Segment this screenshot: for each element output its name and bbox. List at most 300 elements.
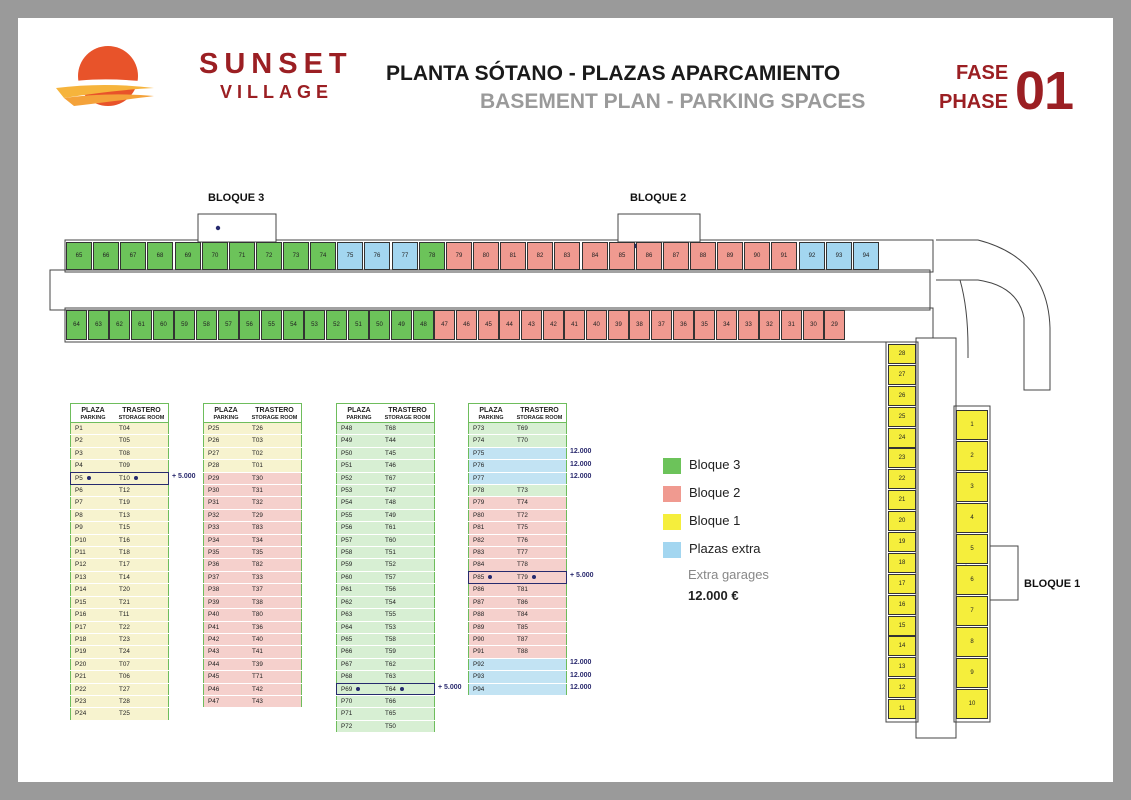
plaza-cell: P53 xyxy=(337,485,382,497)
table-row xyxy=(469,522,567,534)
parking-space-1: 1 xyxy=(956,410,988,440)
legend-swatch-yellow xyxy=(663,514,681,530)
trastero-cell: T27 xyxy=(115,683,169,695)
table-row xyxy=(337,435,435,447)
trastero-cell: T51 xyxy=(381,547,435,559)
trastero-cell: T06 xyxy=(115,671,169,683)
table-row xyxy=(469,423,567,435)
legend-extra-price: 12.000 € xyxy=(688,588,739,603)
trastero-cell xyxy=(513,447,567,459)
parking-space-85: 85 xyxy=(609,242,635,270)
table-row xyxy=(469,621,567,633)
plaza-cell: P60 xyxy=(337,571,382,583)
table-row xyxy=(71,435,169,447)
plaza-cell: P33 xyxy=(204,522,249,534)
trastero-cell: T25 xyxy=(115,708,169,720)
table-row xyxy=(71,621,169,633)
table-row xyxy=(469,658,567,670)
parking-space-86: 86 xyxy=(636,242,662,270)
table-row xyxy=(204,447,302,459)
trastero-cell: T24 xyxy=(115,646,169,658)
table-row xyxy=(204,423,302,435)
table-row xyxy=(204,695,302,707)
table-row xyxy=(337,497,435,509)
table-row xyxy=(337,671,435,683)
trastero-cell: T12 xyxy=(115,485,169,497)
table-row xyxy=(204,671,302,683)
parking-space-80: 80 xyxy=(473,242,499,270)
plaza-cell: P57 xyxy=(337,534,382,546)
plaza-cell: P48 xyxy=(337,423,382,435)
table-row xyxy=(337,423,435,435)
table-row xyxy=(337,571,435,583)
parking-space-48: 48 xyxy=(413,310,434,340)
trastero-cell: T08 xyxy=(115,447,169,459)
trastero-cell: T04 xyxy=(115,423,169,435)
table-row xyxy=(337,646,435,658)
parking-space-31: 31 xyxy=(781,310,802,340)
trastero-cell: T58 xyxy=(381,633,435,645)
table-row xyxy=(71,559,169,571)
trastero-cell: T37 xyxy=(248,584,302,596)
plaza-cell: P36 xyxy=(204,559,249,571)
table-row xyxy=(71,460,169,472)
trastero-cell: T53 xyxy=(381,621,435,633)
plaza-cell: P74 xyxy=(469,435,514,447)
parking-space-55: 55 xyxy=(261,310,282,340)
plaza-cell: P58 xyxy=(337,547,382,559)
header-parking: PARKING xyxy=(213,415,239,421)
trastero-cell: T14 xyxy=(115,571,169,583)
table-row xyxy=(337,708,435,720)
table-row xyxy=(204,472,302,484)
table-row xyxy=(337,609,435,621)
parking-space-54: 54 xyxy=(283,310,304,340)
parking-space-10: 10 xyxy=(956,689,988,719)
table-row xyxy=(71,633,169,645)
trastero-cell: T86 xyxy=(513,596,567,608)
column-header-plaza xyxy=(337,404,382,423)
plaza-cell: P1 xyxy=(71,423,116,435)
plaza-cell: P68 xyxy=(337,671,382,683)
trastero-cell: T49 xyxy=(381,509,435,521)
legend xyxy=(663,455,863,603)
header-plaza: PLAZA xyxy=(479,407,503,414)
table-row xyxy=(204,646,302,658)
plaza-cell: P40 xyxy=(204,609,249,621)
plaza-cell: P43 xyxy=(204,646,249,658)
table-row xyxy=(469,596,567,608)
table-row xyxy=(71,423,169,435)
table-row xyxy=(469,547,567,559)
trastero-cell: T31 xyxy=(248,485,302,497)
plaza-cell: P38 xyxy=(204,584,249,596)
trastero-cell: T09 xyxy=(115,460,169,472)
legend-swatch-blue xyxy=(663,542,681,558)
plaza-cell: P85 xyxy=(469,571,514,583)
parking-space-30: 30 xyxy=(803,310,824,340)
parking-space-51: 51 xyxy=(348,310,369,340)
trastero-cell: T52 xyxy=(381,559,435,571)
parking-space-65: 65 xyxy=(66,242,92,270)
parking-space-77: 77 xyxy=(392,242,418,270)
plaza-cell: P72 xyxy=(337,720,382,732)
table-row xyxy=(337,522,435,534)
trastero-cell: T23 xyxy=(115,633,169,645)
highlighted-row-box xyxy=(336,683,435,695)
parking-space-20: 20 xyxy=(888,511,916,531)
table-row xyxy=(71,584,169,596)
plaza-cell: P77 xyxy=(469,472,514,484)
header-plaza: PLAZA xyxy=(347,407,371,414)
table-row xyxy=(469,633,567,645)
price-note: 12.000 xyxy=(570,473,592,481)
table-row xyxy=(204,584,302,596)
trastero-cell: T43 xyxy=(248,695,302,707)
trastero-cell: T21 xyxy=(115,596,169,608)
parking-space-15: 15 xyxy=(888,616,916,636)
table-row xyxy=(204,534,302,546)
trastero-cell: T29 xyxy=(248,509,302,521)
parking-space-62: 62 xyxy=(109,310,130,340)
parking-space-88: 88 xyxy=(690,242,716,270)
phase-number: 01 xyxy=(1015,61,1074,121)
trastero-cell: T88 xyxy=(513,646,567,658)
parking-space-42: 42 xyxy=(543,310,564,340)
plaza-cell: P63 xyxy=(337,609,382,621)
table-row xyxy=(71,485,169,497)
header-storage: STORAGE ROOM xyxy=(118,415,165,421)
parking-space-79: 79 xyxy=(446,242,472,270)
parking-space-67: 67 xyxy=(120,242,146,270)
legend-item-bloque-2 xyxy=(663,483,863,511)
table-row xyxy=(469,609,567,621)
parking-space-50: 50 xyxy=(369,310,390,340)
legend-item-plazas-extra xyxy=(663,539,863,567)
table-row xyxy=(469,447,567,459)
trastero-cell xyxy=(513,683,567,695)
plaza-cell: P41 xyxy=(204,621,249,633)
trastero-cell: T46 xyxy=(381,460,435,472)
trastero-cell: T57 xyxy=(381,571,435,583)
trastero-cell: T10 xyxy=(115,472,169,484)
plaza-cell: P71 xyxy=(337,708,382,720)
table-row xyxy=(469,671,567,683)
parking-table-2 xyxy=(203,403,302,708)
plaza-cell: P79 xyxy=(469,497,514,509)
parking-space-47: 47 xyxy=(434,310,455,340)
plaza-cell: P45 xyxy=(204,671,249,683)
column-header-trastero xyxy=(248,404,302,423)
plaza-cell: P11 xyxy=(71,547,116,559)
table-row xyxy=(71,596,169,608)
parking-space-18: 18 xyxy=(888,553,916,573)
parking-space-11: 11 xyxy=(888,699,916,719)
parking-space-76: 76 xyxy=(364,242,390,270)
plaza-cell: P37 xyxy=(204,571,249,583)
trastero-cell: T05 xyxy=(115,435,169,447)
trastero-cell: T56 xyxy=(381,584,435,596)
parking-space-71: 71 xyxy=(229,242,255,270)
trastero-cell: T38 xyxy=(248,596,302,608)
plaza-cell: P42 xyxy=(204,633,249,645)
table-row xyxy=(71,534,169,546)
plaza-cell: P15 xyxy=(71,596,116,608)
table-row xyxy=(469,472,567,484)
trastero-cell: T68 xyxy=(381,423,435,435)
trastero-cell: T70 xyxy=(513,435,567,447)
parking-space-13: 13 xyxy=(888,657,916,677)
trastero-cell: T74 xyxy=(513,497,567,509)
trastero-cell: T77 xyxy=(513,547,567,559)
trastero-cell: T11 xyxy=(115,609,169,621)
parking-space-14: 14 xyxy=(888,636,916,656)
plaza-cell: P55 xyxy=(337,509,382,521)
trastero-cell: T26 xyxy=(248,423,302,435)
column-header-trastero xyxy=(381,404,435,423)
parking-space-5: 5 xyxy=(956,534,988,564)
parking-space-35: 35 xyxy=(694,310,715,340)
trastero-cell: T03 xyxy=(248,435,302,447)
plaza-cell: P21 xyxy=(71,671,116,683)
table-row xyxy=(337,559,435,571)
parking-space-28: 28 xyxy=(888,344,916,364)
plaza-cell: P76 xyxy=(469,460,514,472)
plaza-cell: P75 xyxy=(469,447,514,459)
legend-label: Bloque 1 xyxy=(689,513,741,528)
trastero-cell: T15 xyxy=(115,522,169,534)
plaza-cell: P73 xyxy=(469,423,514,435)
parking-space-66: 66 xyxy=(93,242,119,270)
legend-swatch-red xyxy=(663,486,681,502)
plaza-cell: P18 xyxy=(71,633,116,645)
parking-space-60: 60 xyxy=(153,310,174,340)
highlighted-row-box xyxy=(468,571,567,583)
parking-space-68: 68 xyxy=(147,242,173,270)
bloque-1-label: BLOQUE 1 xyxy=(1024,578,1081,590)
legend-item-bloque-1 xyxy=(663,511,863,539)
table-row xyxy=(337,485,435,497)
parking-space-59: 59 xyxy=(174,310,195,340)
trastero-cell: T17 xyxy=(115,559,169,571)
legend-swatch-green xyxy=(663,458,681,474)
trastero-cell: T42 xyxy=(248,683,302,695)
parking-space-40: 40 xyxy=(586,310,607,340)
header-parking: PARKING xyxy=(478,415,504,421)
price-note: + 5.000 xyxy=(438,684,462,692)
plaza-cell: P59 xyxy=(337,559,382,571)
table-row xyxy=(469,683,567,695)
plaza-cell: P92 xyxy=(469,658,514,670)
plaza-cell: P24 xyxy=(71,708,116,720)
header-trastero: TRASTERO xyxy=(255,407,294,414)
parking-space-23: 23 xyxy=(888,448,916,468)
trastero-cell: T65 xyxy=(381,708,435,720)
header-trastero: TRASTERO xyxy=(122,407,161,414)
parking-space-75: 75 xyxy=(337,242,363,270)
legend-item-bloque-3 xyxy=(663,455,863,483)
parking-space-8: 8 xyxy=(956,627,988,657)
parking-space-49: 49 xyxy=(391,310,412,340)
plaza-cell: P31 xyxy=(204,497,249,509)
plaza-cell: P28 xyxy=(204,460,249,472)
parking-space-87: 87 xyxy=(663,242,689,270)
table-row xyxy=(469,559,567,571)
header-parking: PARKING xyxy=(346,415,372,421)
plaza-cell: P5 xyxy=(71,472,116,484)
trastero-cell xyxy=(513,658,567,670)
table-row xyxy=(469,646,567,658)
plaza-cell: P35 xyxy=(204,547,249,559)
trastero-cell: T19 xyxy=(115,497,169,509)
table-row xyxy=(71,571,169,583)
trastero-cell: T39 xyxy=(248,658,302,670)
trastero-cell: T82 xyxy=(248,559,302,571)
parking-space-45: 45 xyxy=(478,310,499,340)
plaza-cell: P19 xyxy=(71,646,116,658)
table-row xyxy=(204,509,302,521)
trastero-cell: T63 xyxy=(381,671,435,683)
plan-sheet xyxy=(18,18,1113,782)
plaza-cell: P51 xyxy=(337,460,382,472)
trastero-cell: T75 xyxy=(513,522,567,534)
legend-extra-label: Extra garages xyxy=(688,567,769,582)
plaza-cell: P46 xyxy=(204,683,249,695)
plaza-cell: P23 xyxy=(71,695,116,707)
trastero-cell xyxy=(513,671,567,683)
column-header-trastero xyxy=(513,404,567,423)
plaza-cell: P39 xyxy=(204,596,249,608)
plaza-cell: P50 xyxy=(337,447,382,459)
table-row xyxy=(204,547,302,559)
table-row xyxy=(71,522,169,534)
parking-space-74: 74 xyxy=(310,242,336,270)
trastero-cell: T72 xyxy=(513,509,567,521)
table-row xyxy=(337,460,435,472)
plaza-cell: P64 xyxy=(337,621,382,633)
trastero-cell: T01 xyxy=(248,460,302,472)
table-row xyxy=(337,509,435,521)
column-header-plaza xyxy=(204,404,249,423)
plaza-cell: P61 xyxy=(337,584,382,596)
trastero-cell: T02 xyxy=(248,447,302,459)
parking-space-94: 94 xyxy=(853,242,879,270)
trastero-cell: T64 xyxy=(381,683,435,695)
parking-space-61: 61 xyxy=(131,310,152,340)
trastero-cell: T35 xyxy=(248,547,302,559)
table-row xyxy=(71,671,169,683)
trastero-cell: T60 xyxy=(381,534,435,546)
trastero-cell: T79 xyxy=(513,571,567,583)
parking-space-82: 82 xyxy=(527,242,553,270)
trastero-cell: T61 xyxy=(381,522,435,534)
parking-space-24: 24 xyxy=(888,428,916,448)
trastero-cell: T34 xyxy=(248,534,302,546)
plaza-cell: P47 xyxy=(204,695,249,707)
parking-space-41: 41 xyxy=(564,310,585,340)
plaza-cell: P20 xyxy=(71,658,116,670)
trastero-cell: T30 xyxy=(248,472,302,484)
trastero-cell: T13 xyxy=(115,509,169,521)
price-note: 12.000 xyxy=(570,659,592,667)
table-row xyxy=(337,695,435,707)
table-row xyxy=(469,485,567,497)
column-header-plaza xyxy=(469,404,514,423)
parking-space-3: 3 xyxy=(956,472,988,502)
table-row xyxy=(71,609,169,621)
trastero-cell: T32 xyxy=(248,497,302,509)
plaza-cell: P16 xyxy=(71,609,116,621)
table-row xyxy=(469,584,567,596)
plaza-cell: P9 xyxy=(71,522,116,534)
table-row xyxy=(337,472,435,484)
parking-space-89: 89 xyxy=(717,242,743,270)
plaza-cell: P22 xyxy=(71,683,116,695)
plaza-cell: P10 xyxy=(71,534,116,546)
plaza-cell: P54 xyxy=(337,497,382,509)
parking-space-22: 22 xyxy=(888,469,916,489)
parking-space-32: 32 xyxy=(759,310,780,340)
plaza-cell: P27 xyxy=(204,447,249,459)
plaza-cell: P94 xyxy=(469,683,514,695)
plaza-cell: P17 xyxy=(71,621,116,633)
title-english: BASEMENT PLAN - PARKING SPACES xyxy=(480,90,866,113)
table-row xyxy=(71,658,169,670)
parking-space-26: 26 xyxy=(888,386,916,406)
table-row xyxy=(469,435,567,447)
plaza-cell: P6 xyxy=(71,485,116,497)
trastero-cell: T47 xyxy=(381,485,435,497)
plaza-cell: P91 xyxy=(469,646,514,658)
plaza-cell: P88 xyxy=(469,609,514,621)
plaza-cell: P49 xyxy=(337,435,382,447)
table-row xyxy=(204,559,302,571)
plaza-cell: P81 xyxy=(469,522,514,534)
table-row xyxy=(337,621,435,633)
parking-space-43: 43 xyxy=(521,310,542,340)
table-row xyxy=(71,683,169,695)
table-row xyxy=(337,547,435,559)
plaza-cell: P29 xyxy=(204,472,249,484)
plaza-cell: P14 xyxy=(71,584,116,596)
price-note: 12.000 xyxy=(570,460,592,468)
trastero-cell: T40 xyxy=(248,633,302,645)
fase-label: FASE xyxy=(956,62,1009,84)
highlighted-row-box xyxy=(70,472,169,484)
plaza-cell: P8 xyxy=(71,509,116,521)
plaza-cell: P3 xyxy=(71,447,116,459)
table-row xyxy=(204,621,302,633)
plaza-cell: P12 xyxy=(71,559,116,571)
trastero-cell: T41 xyxy=(248,646,302,658)
plaza-cell: P89 xyxy=(469,621,514,633)
parking-space-9: 9 xyxy=(956,658,988,688)
table-row xyxy=(71,547,169,559)
parking-space-72: 72 xyxy=(256,242,282,270)
table-row xyxy=(337,447,435,459)
plaza-cell: P30 xyxy=(204,485,249,497)
table-row xyxy=(204,571,302,583)
trastero-cell: T71 xyxy=(248,671,302,683)
plaza-cell: P13 xyxy=(71,571,116,583)
parking-space-34: 34 xyxy=(716,310,737,340)
parking-table-1 xyxy=(70,403,169,721)
trastero-cell: T45 xyxy=(381,447,435,459)
parking-space-29: 29 xyxy=(824,310,845,340)
title-spanish: PLANTA SÓTANO - PLAZAS APARCAMIENTO xyxy=(386,62,841,85)
table-row xyxy=(469,497,567,509)
trastero-cell: T20 xyxy=(115,584,169,596)
